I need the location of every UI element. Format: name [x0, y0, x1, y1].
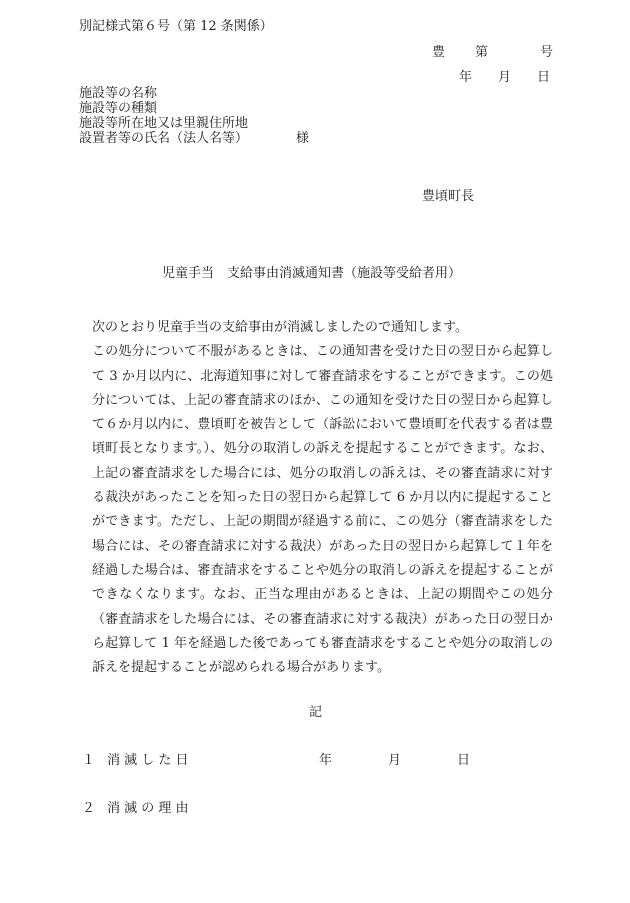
issue-date-year: 年	[459, 70, 473, 85]
document-number-line	[432, 44, 553, 61]
item1-label: 消 滅 し た 日	[107, 753, 189, 768]
issue-date-month: 月	[498, 70, 512, 85]
notice-paragraph-1: 次のとおり児童手当の支給事由が消滅しましたので通知します。	[92, 320, 468, 335]
appeal-paragraph: この処分について不服があるときは、この通知書を受けた日の翌日から起算して 3 か月以内に、北海道知事に対して審査請求をすることができます。この処分については、上記の審査請求のほか、この通知を受けた日の翌日から起算して６か月以内に、豊頃町を被告として（訴訟において豊頃町を代表する者は豊頃町長となります。）、処分の取消しの訴えを提起することができます。なお、上記の審査請求をした場合には、処分の取消しの訴えは、その審査請求に対する裁決があったことを知った日の翌日から起算して 6 か月以内に提起することができます。ただし、上記の期間が経過する前に、この処分（審査請求をした場合には、その審査請求に対する裁決）があった日の翌日から起算して１年を経過した場合は、審査請求をすることや処分の取消しの訴えを提起することができなくなります。なお、正当な理由があるときは、上記の期間やこの処分（審査請求をした場合には、その審査請求に対する裁決）があった日の翌日から起算して 1 年を経過した後であっても審査請求をすることや処分の取消しの訴えを提起することが認められる場合があります。	[92, 344, 553, 676]
founder-name-row	[79, 131, 309, 146]
item1-number: １	[82, 753, 96, 768]
item1-month: 月	[388, 753, 402, 768]
item-extinction-reason	[82, 800, 189, 817]
issuer-name: 豊頃町長	[422, 189, 475, 204]
issue-date-line	[459, 69, 550, 86]
item2-label: 消 滅 の 理 由	[107, 801, 189, 816]
ki-heading: 記	[309, 705, 323, 720]
issue-date-day: 日	[537, 70, 551, 85]
honorific-sama: 様	[296, 131, 310, 146]
doc-number-dai: 第	[475, 45, 489, 60]
facility-type-label: 施設等の種類	[79, 101, 158, 116]
founder-name-label: 設置者等の氏名（法人名等）	[79, 131, 249, 146]
item1-day: 日	[457, 753, 471, 768]
item-extinction-date	[82, 752, 471, 769]
item2-number: ２	[82, 801, 96, 816]
notice-body	[79, 316, 553, 680]
doc-number-prefix: 豊	[432, 45, 446, 60]
addressee-block	[79, 86, 309, 146]
facility-name-label: 施設等の名称	[79, 86, 158, 101]
document-title: 児童手当 支給事由消滅通知書（施設等受給者用）	[162, 266, 462, 281]
item1-year: 年	[319, 753, 333, 768]
doc-number-go: 号	[540, 45, 554, 60]
form-identifier: 別記様式第６号（第 12 条関係）	[79, 19, 273, 34]
facility-address-label: 施設等所在地又は里親住所地	[79, 116, 249, 131]
item1-date-fields	[319, 752, 470, 769]
